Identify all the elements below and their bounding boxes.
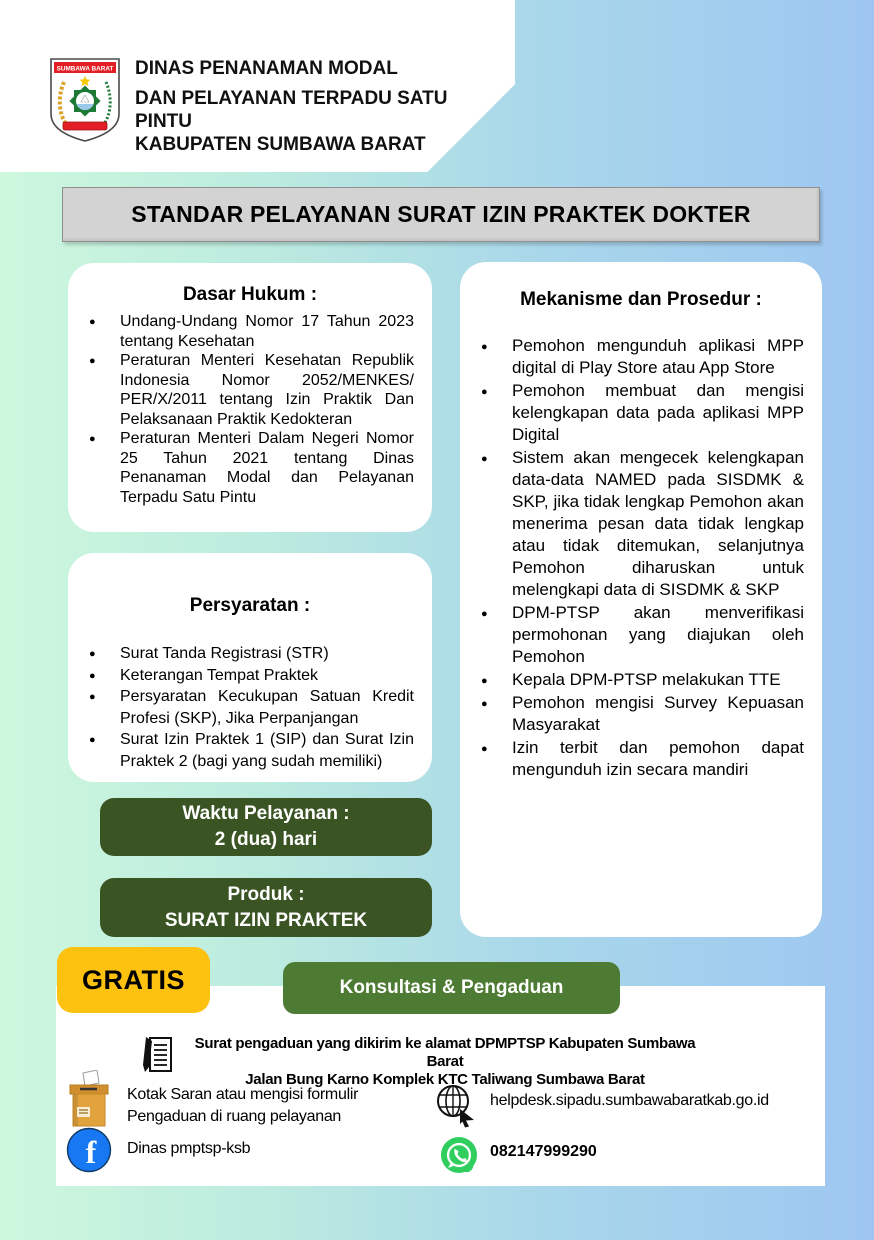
waktu-label: Waktu Pelayanan : [182,803,350,824]
produk-box [100,878,432,937]
kotak-saran-line1: Kotak Saran atau mengisi formulir [127,1086,359,1103]
org-line2: DAN PELAYANAN TERPADU SATU PINTU [135,88,448,132]
whatsapp-icon [440,1136,478,1174]
list-item: ● Pemohon mengunduh aplikasi MPP digital di Play Store atau App Store [460,335,822,379]
regency-logo [48,56,122,144]
list-item: ● Persyaratan Kecukupan Satuan Kredit Profesi (SKP), Jika Perpanjangan [68,686,432,729]
page-title: STANDAR PELAYANAN SURAT IZIN PRAKTEK DOKTER [131,201,751,227]
list-item: ● Kepala DPM-PTSP melakukan TTE [460,669,822,691]
helpdesk-url: helpdesk.sipadu.sumbawabaratkab.go.id [490,1092,769,1109]
dasar-hukum-card [68,263,432,532]
list-item: ● Izin terbit dan pemohon dapat mengunduh izin secara mandiri [460,737,822,781]
svg-text:f: f [85,1134,97,1170]
konsultasi-label: Konsultasi & Pengaduan [339,977,564,998]
waktu-value: 2 (dua) hari [214,829,318,850]
produk-value: SURAT IZIN PRAKTEK [164,909,368,931]
facebook-icon [66,1127,112,1173]
list-item: ● Surat Tanda Registrasi (STR) [68,643,432,665]
complaint-address-line2: Jalan Bung Karno Komplek KTC Taliwang Sumbawa Barat [245,1071,645,1088]
note-pen-icon [142,1036,174,1074]
org-name-block [135,58,505,156]
persyaratan-card [68,553,432,782]
list-item: ● Pemohon mengisi Survey Kepuasan Masyarakat [460,692,822,736]
list-item: ● Peraturan Menteri Kesehatan Republik Indonesia Nomor 2052/MENKES/ PER/X/2011 tentang Izin Praktik Dan Pelaksanaan Praktik Kedokteran [68,351,432,429]
list-item: ● Pemohon membuat dan mengisi kelengkapan data pada aplikasi MPP Digital [460,380,822,446]
kotak-saran-text [127,1084,367,1128]
globe-cursor-icon [434,1082,476,1128]
persyaratan-title: Persyaratan : [189,595,311,616]
complaint-address-block [185,1035,705,1089]
persyaratan-list [68,643,432,772]
list-item: ● Keterangan Tempat Praktek [68,665,432,687]
complaint-address-line1: Surat pengaduan yang dikirim ke alamat DPMPTSP Kabupaten Sumbawa Barat [194,1035,696,1070]
suggestion-box-icon [66,1070,112,1130]
whatsapp-number: 082147999290 [490,1143,597,1160]
waktu-pelayanan-box [100,798,432,856]
org-line3: KABUPATEN SUMBAWA BARAT [135,134,426,155]
list-item: ● Peraturan Menteri Dalam Negeri Nomor 25 Tahun 2021 tentang Dinas Penanaman Modal dan Pelayanan Terpadu Satu Pintu [68,429,432,507]
title-bar [62,187,820,242]
list-item: ● Surat Izin Praktek 1 (SIP) dan Surat Izin Praktek 2 (bagi yang sudah memiliki) [68,729,432,772]
kotak-saran-line2: Pengaduan di ruang pelayanan [127,1108,342,1125]
logo-banner-text: SUMBAWA BARAT [56,65,114,73]
mekanisme-card [460,262,822,937]
dasar-hukum-title: Dasar Hukum : [182,284,318,305]
gratis-label: GRATIS [82,964,185,995]
list-item: ● Undang-Undang Nomor 17 Tahun 2023 tentang Kesehatan [68,312,432,351]
list-item: ● Sistem akan mengecek kelengkapan data-data NAMED pada SISDMK & SKP, jika tidak lengkap Pemohon akan menerima pesan data tidak lengkap atau tidak ditemukan, selanjutnya Pemohon diharuskan untuk melengkapi data di SISDMK & SKP [460,447,822,601]
mekanisme-title: Mekanisme dan Prosedur : [520,289,762,310]
gratis-badge [57,947,210,1013]
facebook-handle: Dinas pmptsp-ksb [127,1140,251,1157]
mekanisme-list [460,335,822,781]
org-line1: DINAS PENANAMAN MODAL [135,58,398,79]
list-item: ● DPM-PTSP akan menverifikasi permohonan yang diajukan oleh Pemohon [460,602,822,668]
produk-label: Produk : [227,883,305,905]
konsultasi-pengaduan-banner [283,962,620,1014]
dasar-hukum-list [68,312,432,507]
